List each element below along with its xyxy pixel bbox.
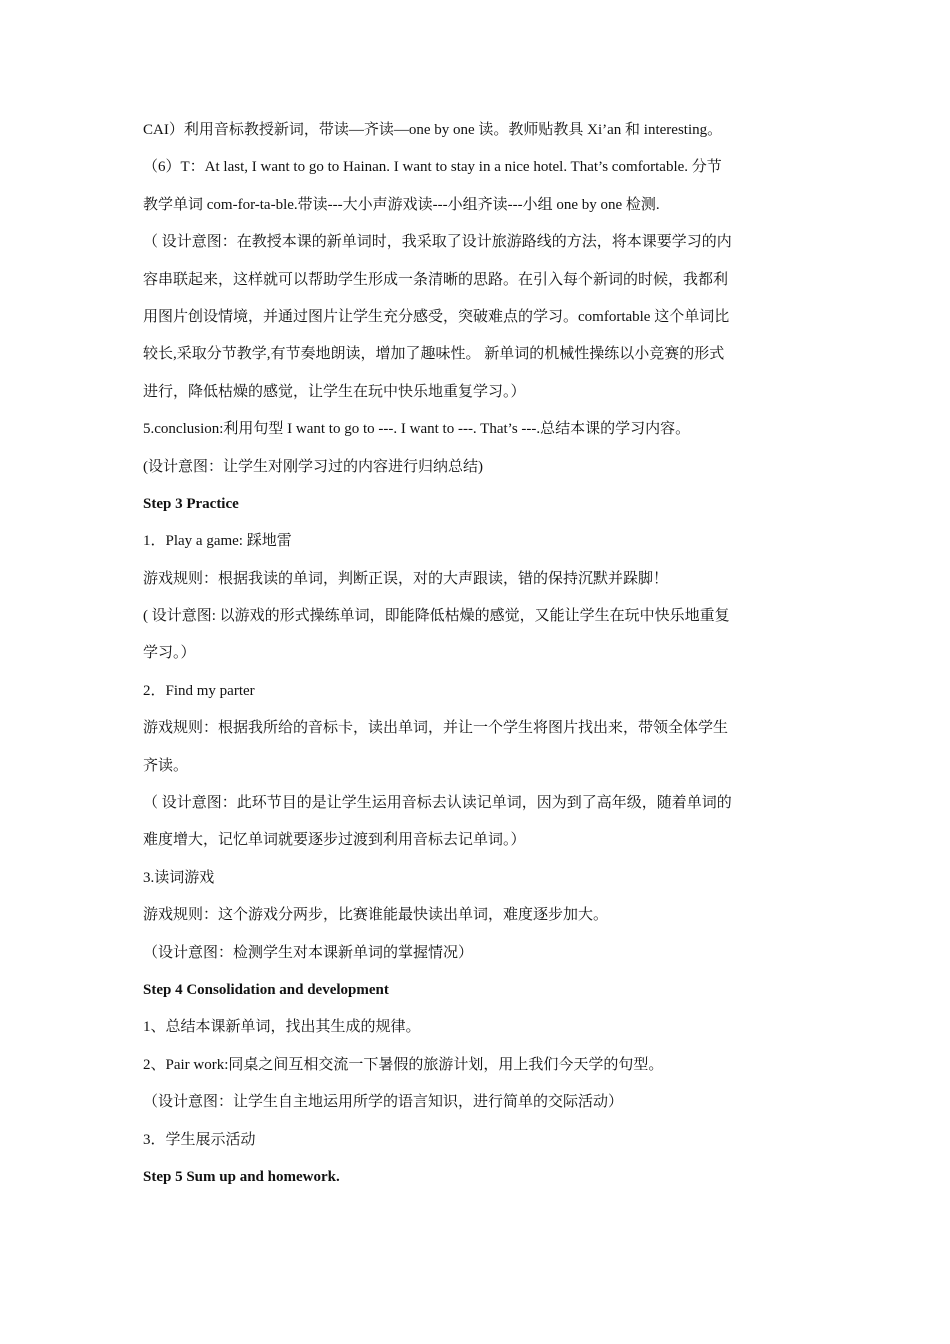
text-line: (设计意图：让学生对刚学习过的内容进行归纳总结) [143,458,483,475]
text-line: 用图片创设情境，并通过图片让学生充分感受，突破难点的学习。comfortable 这个单词比 [143,308,730,325]
list-item: 2、Pair work:同桌之间互相交流一下暑假的旅游计划，用上我们今天学的句型。 [143,1056,664,1073]
text-line: （6）T：At last, I want to go to Hainan. I want to stay in a nice hotel. That’s comfortable. 分节 [143,159,722,176]
text-line: 教学单词 com-for-ta-ble.带读---大小声游戏读---小组齐读---小组 one by one 检测. [143,196,660,213]
text-line: 难度增大，记忆单词就要逐步过渡到利用音标去记单词。） [143,832,526,849]
text-line: 游戏规则：根据我所给的音标卡，读出单词，并让一个学生将图片找出来，带领全体学生 [143,720,729,737]
text-line: 齐读。 [143,757,189,774]
section-heading-step-5: Step 5 Sum up and homework. [143,1168,340,1185]
text-line: ( 设计意图: 以游戏的形式操练单词，即能降低枯燥的感觉，又能让学生在玩中快乐地重复 [143,608,730,625]
text-line: 进行，降低枯燥的感觉，让学生在玩中快乐地重复学习。） [143,383,526,400]
text-line: CAI）利用音标教授新词，带读—齐读—one by one 读。教师贴教具 Xi’an 和 interesting。 [143,122,723,138]
text-line: （设计意图：让学生自主地运用所学的语言知识，进行简单的交际活动） [143,1094,624,1111]
text-line: 容串联起来，这样就可以帮助学生形成一条清晰的思路。在引入每个新词的时候，我都利 [143,271,729,288]
design-intent-paragraph: （ 设计意图：在教授本课的新单词时，我采取了设计旅游路线的方法，将本课要学习的内 [143,234,732,251]
text-line: 较长,采取分节教学,有节奏地朗读，增加了趣味性。 新单词的机械性操练以小竞赛的形式 [143,346,725,363]
text-line: 5.conclusion:利用句型 I want to go to ---. I want to ---. That’s ---.总结本课的学习内容。 [143,421,691,438]
text-line: 学习。） [143,645,196,662]
text-line: 游戏规则：这个游戏分两步，比赛谁能最快读出单词，难度逐步加大。 [143,907,609,924]
text-line: 游戏规则：根据我读的单词，判断正误，对的大声跟读，错的保持沉默并跺脚！ [143,570,669,587]
text-line: （设计意图：检测学生对本课新单词的掌握情况） [143,944,474,961]
list-item: 1、总结本课新单词，找出其生成的规律。 [143,1019,421,1036]
list-item: 3．学生展示活动 [143,1131,256,1148]
document-body [143,112,811,1196]
section-heading-step-3: Step 3 Practice [143,495,239,512]
section-heading-step-4: Step 4 Consolidation and development [143,981,389,998]
list-item: 1．Play a game: 踩地雷 [143,533,292,550]
list-item: 3.读词游戏 [143,869,215,886]
text-line: （ 设计意图：此环节目的是让学生运用音标去认读记单词，因为到了高年级，随着单词的 [143,795,732,812]
list-item: 2．Find my parter [143,682,255,699]
